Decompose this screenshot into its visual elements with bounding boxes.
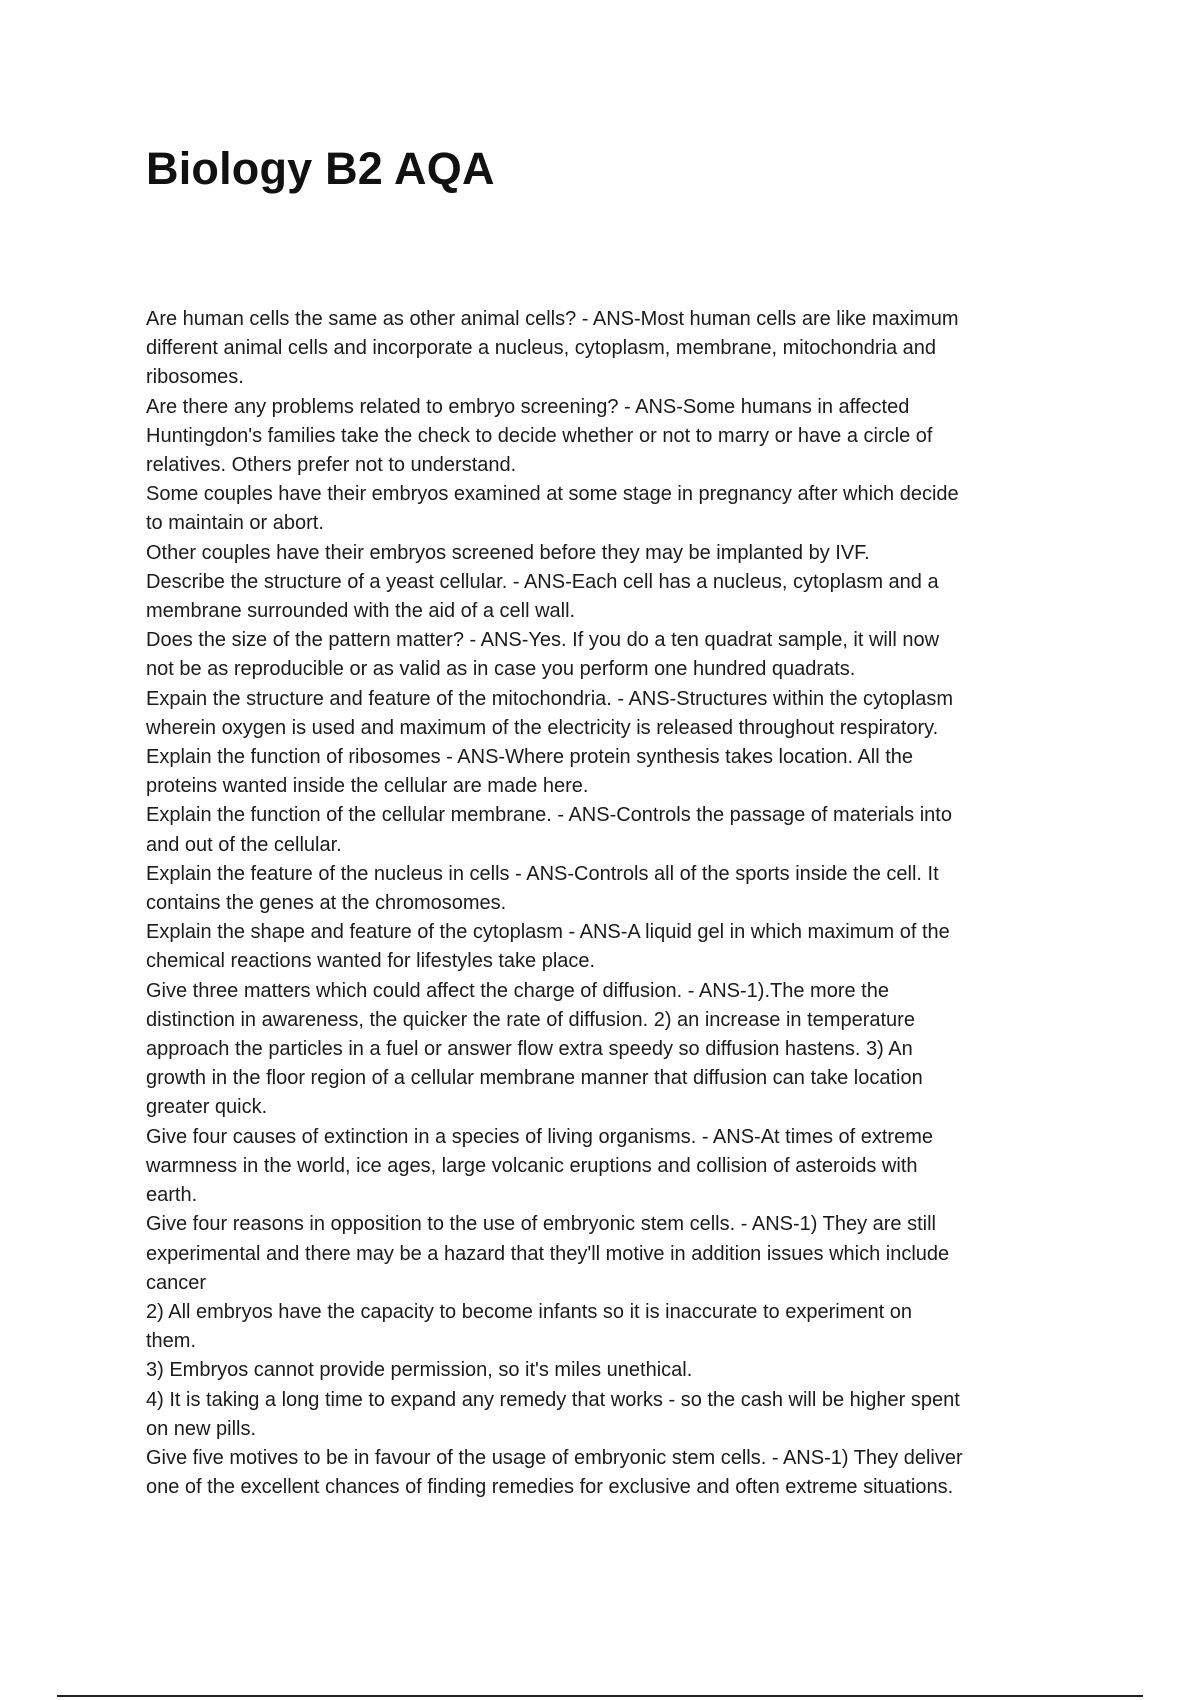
text-line: Explain the function of ribosomes - ANS-Where protein synthesis takes location. All the [146,746,914,769]
text-line: Give three matters which could affect the charge of diffusion. - ANS-1).The more the [146,979,889,1002]
text-line: Are there any problems related to embryo screening? - ANS-Some humans in affected [146,395,910,418]
text-line: greater quick. [146,1096,268,1119]
text-line: wherein oxygen is used and maximum of the electricity is released throughout respiratory. [146,716,939,739]
text-line: relatives. Others prefer not to understand. [146,454,517,477]
text-line: Some couples have their embryos examined at some stage in pregnancy after which decide [146,483,959,506]
text-line: 3) Embryos cannot provide permission, so it's miles unethical. [146,1359,693,1382]
text-line: Does the size of the pattern matter? - ANS-Yes. If you do a ten quadrat sample, it will now [146,629,940,652]
text-line: growth in the floor region of a cellular membrane manner that diffusion can take location [146,1067,923,1090]
text-line: earth. [146,1184,198,1207]
text-line: chemical reactions wanted for lifestyles take place. [146,950,596,973]
text-line: membrane surrounded with the aid of a cell wall. [146,600,576,623]
text-line: Explain the function of the cellular membrane. - ANS-Controls the passage of materials into [146,804,952,827]
text-line: Explain the shape and feature of the cytoplasm - ANS-A liquid gel in which maximum of the [146,921,950,944]
text-line: Expain the structure and feature of the mitochondria. - ANS-Structures within the cytoplasm [146,687,954,710]
text-line: approach the particles in a fuel or answer flow extra speedy so diffusion hastens. 3) An [146,1038,913,1061]
text-line: Huntingdon's families take the check to decide whether or not to marry or have a circle of [146,424,933,447]
text-line: experimental and there may be a hazard that they'll motive in addition issues which include [146,1242,950,1265]
text-line: proteins wanted inside the cellular are made here. [146,775,589,798]
text-line: to maintain or abort. [146,512,324,535]
text-line: Explain the feature of the nucleus in cells - ANS-Controls all of the sports inside the cell. It [146,862,939,885]
document-body [146,305,1076,1502]
text-line: not be as reproducible or as valid as in case you perform one hundred quadrats. [146,658,856,681]
document-title: Biology B2 AQA [146,143,495,194]
text-line: one of the excellent chances of finding remedies for exclusive and often extreme situations. [146,1476,954,1499]
text-line: and out of the cellular. [146,833,342,856]
text-line: 2) All embryos have the capacity to become infants so it is inaccurate to experiment on [146,1300,912,1323]
text-line: contains the genes at the chromosomes. [146,892,507,915]
text-line: Are human cells the same as other animal cells? - ANS-Most human cells are like maximum [146,308,959,330]
text-line: Describe the structure of a yeast cellular. - ANS-Each cell has a nucleus, cytoplasm and a [146,570,939,593]
text-line: warmness in the world, ice ages, large volcanic eruptions and collision of asteroids with [146,1154,918,1177]
text-line: cancer [146,1271,207,1294]
footer-divider [57,1695,1143,1697]
text-line: Give five motives to be in favour of the usage of embryonic stem cells. - ANS-1) They deliver [146,1446,963,1469]
text-line: Give four reasons in opposition to the use of embryonic stem cells. - ANS-1) They are still [146,1213,936,1236]
text-line: on new pills. [146,1417,257,1440]
text-line: them. [146,1330,197,1353]
text-line: Give four causes of extinction in a species of living organisms. - ANS-At times of extreme [146,1125,933,1148]
text-line: Other couples have their embryos screened before they may be implanted by IVF. [146,541,870,564]
text-line: 4) It is taking a long time to expand any remedy that works - so the cash will be higher spent [146,1388,960,1411]
text-line: ribosomes. [146,366,244,389]
text-line: distinction in awareness, the quicker the rate of diffusion. 2) an increase in temperature [146,1008,915,1031]
text-line: different animal cells and incorporate a nucleus, cytoplasm, membrane, mitochondria and [146,337,937,360]
